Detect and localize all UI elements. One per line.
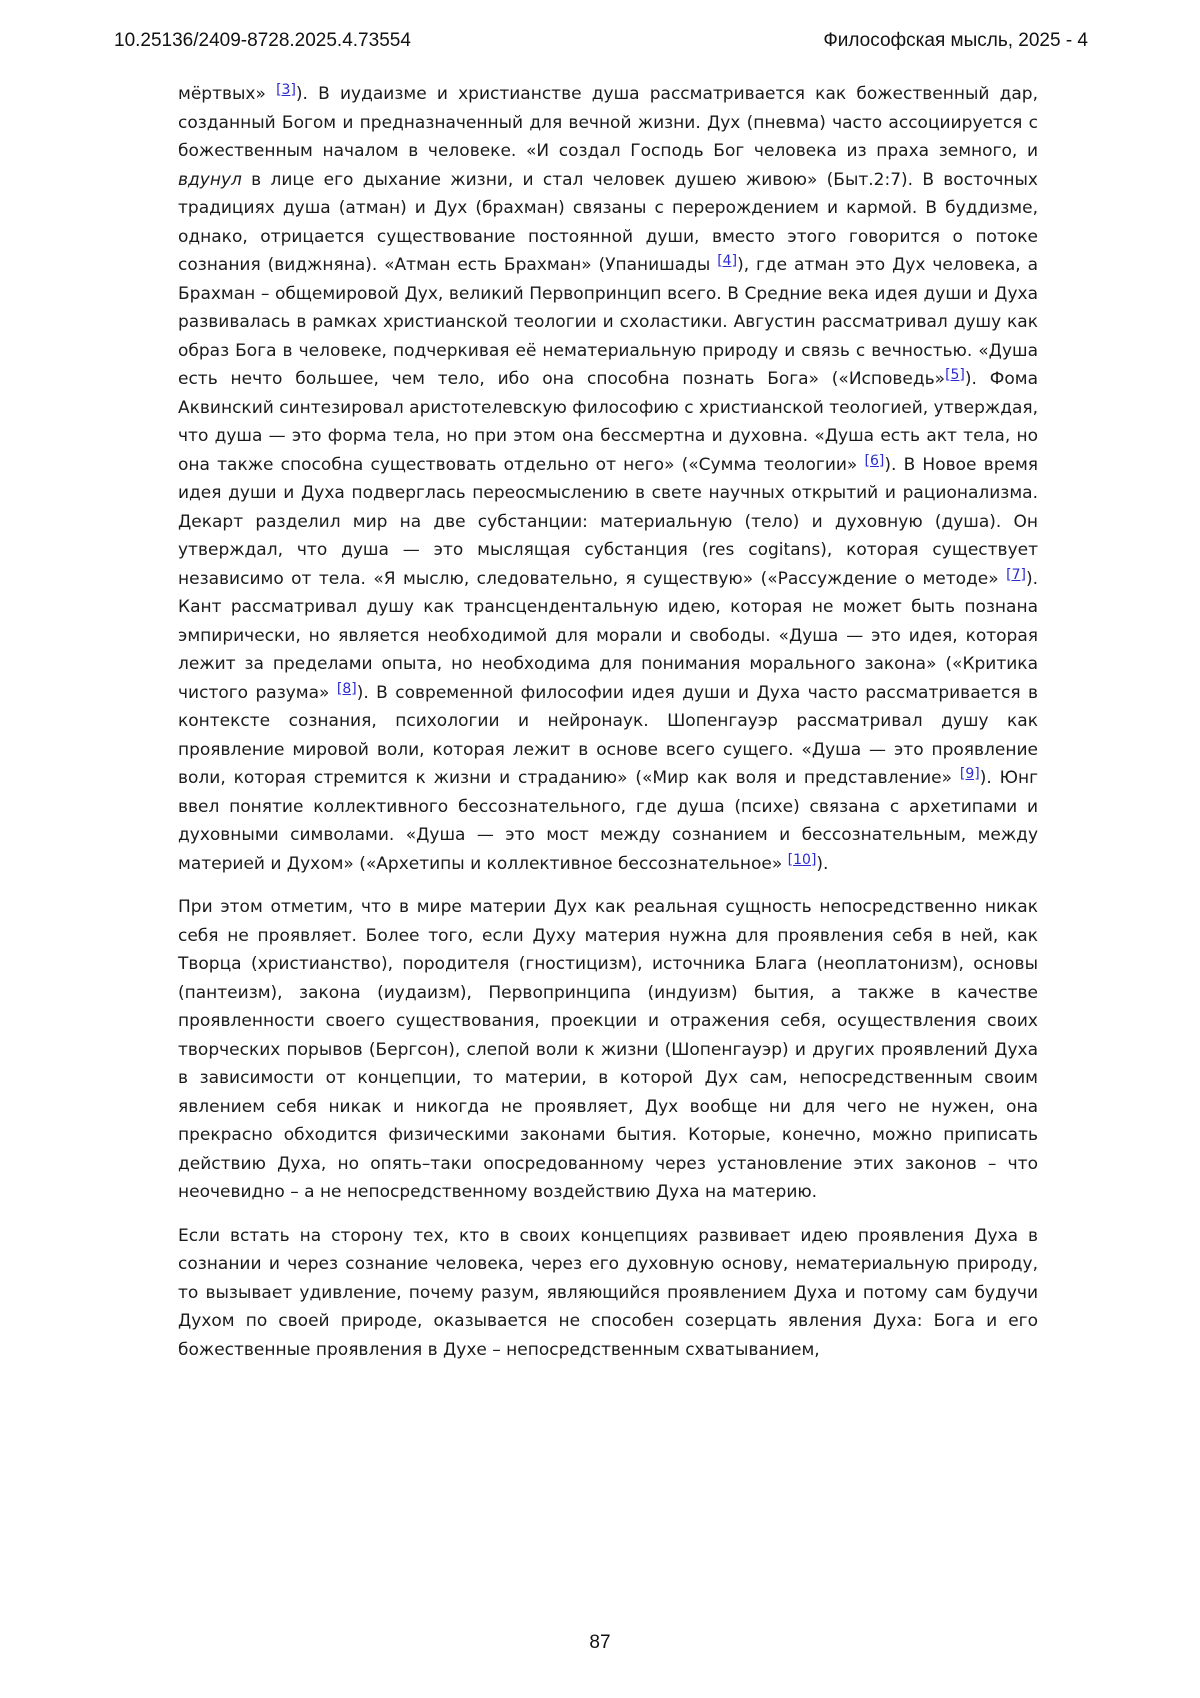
doi-text: 10.25136/2409-8728.2025.4.73554 (114, 30, 411, 51)
citation-superscript (1006, 567, 1026, 583)
citation-superscript (717, 253, 737, 269)
citation-link-9[interactable]: [9] (959, 766, 980, 782)
citation-superscript (788, 852, 817, 868)
citation-link-8[interactable]: [8] (336, 680, 357, 697)
page-number: 87 (589, 1632, 611, 1653)
page-footer (0, 1632, 1200, 1654)
article-body (178, 80, 1038, 1379)
journal-title: Философская мысль, 2025 - 4 (823, 30, 1088, 51)
citation-superscript (276, 82, 296, 98)
italic-text: вдунул (178, 169, 242, 190)
citation-link-4[interactable]: [4] (717, 253, 738, 269)
paragraph: Если встать на сторону тех, кто в своих концепциях развивает идею проявления Духа в сознании и через сознание человека, через его духовную основу, нематериальную природу, то вызывает удивление, почему разум, являющийся проявлением Духа и потому сам будучи Духом по своей природе, оказывается не способен созерцать явления Духа: Бога и его божественные проявления в Духе – непосредственным схватыванием, (178, 1225, 1038, 1360)
citation-superscript (960, 766, 980, 782)
citation-link-3[interactable]: [3] (276, 82, 296, 98)
citation-superscript (945, 367, 965, 383)
citation-link-7[interactable]: [7] (1006, 566, 1026, 583)
citation-link-10[interactable]: [10] (787, 851, 817, 868)
citation-link-5[interactable]: [5] (945, 367, 965, 383)
citation-link-6[interactable]: [6] (864, 452, 885, 469)
page-header (114, 30, 1088, 52)
paragraph: мёртвых» [3]). В иудаизме и христианстве душа рассматривается как божественный дар, созданный Богом и предназначенный для вечной жизни. Дух (пневма) часто ассоциируется с божественным началом в человеке. «И создал Господь Бог человека из праха земного, и вдунул в лице его дыхание жизни, и стал человек душею живою» (Быт.2:7). В восточных традициях душа (атман) и Дух (брахман) связаны с перерождением и кармой. В буддизме, однако, отрицается существование постоянной души, вместо этого говорится о потоке сознания (виджняна). «Атман есть Брахман» (Упанишады [4]), где атман это Дух человека, а Брахман – общемировой Дух, великий Первопринцип всего. В Средние века идея души и Духа развивалась в рамках христианской теологии и схоластики. Августин рассматривал душу как образ Бога в человеке, подчеркивая её нематериальную природу и связь с вечностью. «Душа есть нечто большее, чем тело, ибо она способна познать Бога» («Исповедь»[5]). Фома Аквинский синтезировал аристотелевскую философию с христианской теологией, утверждая, что душа — это форма тела, но при этом она бессмертна и духовна. «Душа есть акт тела, но она также способна существовать отдельно от него» («Сумма теологии» [6]). В Новое время идея души и Духа подверглась переосмыслению в свете научных открытий и рационализма. Декарт разделил мир на две субстанции: материальную (тело) и духовную (душа). Он утверждал, что душа — это мыслящая субстанция (res cogitans), которая существует независимо от тела. «Я мыслю, следовательно, я существую» («Рассуждение о методе» [7]). Кант рассматривал душу как трансцендентальную идею, которая не может быть познана эмпирически, но является необходимой для морали и свободы. «Душа — это идея, которая лежит за пределами опыта, но необходима для понимания морального закона» («Критика чистого разума» [8]). В современной философии идея души и Духа часто рассматривается в контексте сознания, психологии и нейронаук. Шопенгауэр рассматривал душу как проявление мировой воли, которая лежит в основе всего сущего. «Душа — это проявление воли, которая стремится к жизни и страданию» («Мир как воля и представление» [9]). Юнг ввел понятие коллективного бессознательного, где душа (психе) связана с архетипами и духовными символами. «Душа — это мост между сознанием и бессознательным, между материей и Духом» («Архетипы и коллективное бессознательное» [10]). (178, 82, 1039, 874)
citation-superscript (337, 681, 357, 697)
paragraph: При этом отметим, что в мире материи Дух как реальная сущность непосредственно никак себя не проявляет. Более того, если Духу материя нужна для проявления себя в ней, как Творца (христианство), породителя (гностицизм), источника Блага (неоплатонизм), основы (пантеизм), закона (иудаизм), Первопринципа (индуизм) бытия, а также в качестве проявленности своего существования, проекции и отражения себя, осуществления своих творческих порывов (Бергсон), слепой воли к жизни (Шопенгауэр) и других проявлений Духа в зависимости от концепции, то материи, в которой Дух сам, непосредственным своим явлением себя никак и никогда не проявляет, Дух вообще ни для чего не нужен, она прекрасно обходится физическими законами бытия. Которые, конечно, можно приписать действию Духа, но опять–таки опосредованному через установление этих законов – что неочевидно – а не непосредственному воздействию Духа на материю. (178, 897, 1038, 1202)
citation-superscript (865, 453, 885, 469)
